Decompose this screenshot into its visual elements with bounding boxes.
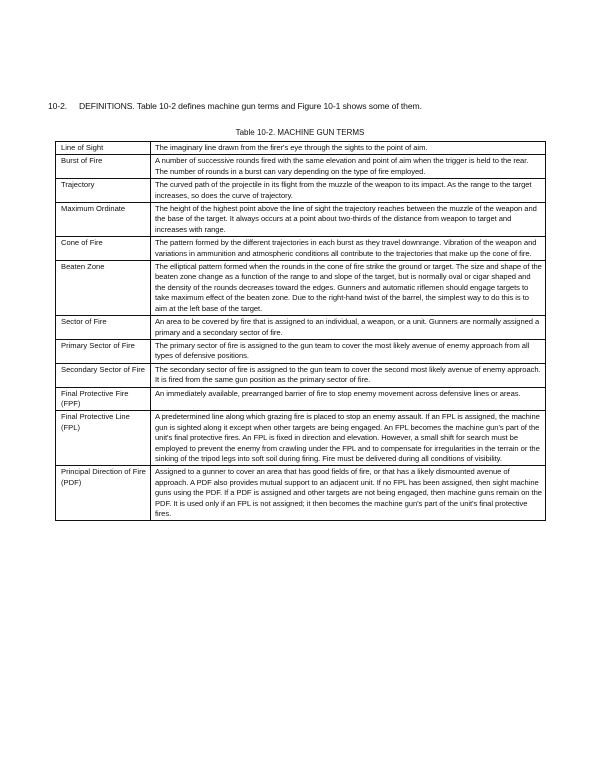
- definition-cell: The secondary sector of fire is assigned to the gun team to cover the second most likely avenue of enemy approach. It is fired from the same gun position as the primary sector of fire.: [151, 363, 546, 387]
- definition-cell: The pattern formed by the different trajectories in each burst as they travel downrange. Vibration of the weapon and variations in ammunition and atmospheric conditions all contribute to the trajectories that make up the cone of fire.: [151, 237, 546, 261]
- table-row: [56, 142, 546, 155]
- term-cell: Maximum Ordinate: [56, 203, 151, 237]
- table-row: [56, 411, 546, 466]
- table-row: [56, 179, 546, 203]
- table-row: [56, 363, 546, 387]
- machine-gun-terms-table: [55, 141, 546, 521]
- section-number: 10-2.: [48, 101, 68, 111]
- table-row: [56, 237, 546, 261]
- term-cell: Line of Sight: [56, 142, 151, 155]
- term-cell: Secondary Sector of Fire: [56, 363, 151, 387]
- definition-cell: The height of the highest point above the line of sight the trajectory reaches between the muzzle of the weapon and the base of the target. It always occurs at a point about two-thirds of the distance from weapon to target and increases with range.: [151, 203, 546, 237]
- definition-cell: A predetermined line along which grazing fire is placed to stop an enemy assault. If an FPL is assigned, the machine gun is sighted along it except when other targets are being engaged. An FPL becomes the machine gun's part of the unit's final protective fires. An FPL is fixed in direction and elevation. However, a small shift for search must be employed to prevent the enemy from crawling under the FPL and to compensate for irregularities in the terrain or the sinking of the tripod legs into soft soil during firing. Fire must be delivered during all conditions of visibility.: [151, 411, 546, 466]
- table-row: [56, 261, 546, 316]
- term-cell: Principal Direction of Fire (PDF): [56, 466, 151, 521]
- section-intro-text: DEFINITIONS. Table 10-2 defines machine gun terms and Figure 10-1 shows some of them.: [79, 101, 422, 111]
- table-row: [56, 339, 546, 363]
- table-row: [56, 387, 546, 411]
- table-row: [56, 155, 546, 179]
- definition-cell: The imaginary line drawn from the firer's eye through the sights to the point of aim.: [151, 142, 546, 155]
- table-row: [56, 203, 546, 237]
- term-cell: Sector of Fire: [56, 316, 151, 340]
- section-intro: [48, 101, 422, 111]
- term-cell: Beaten Zone: [56, 261, 151, 316]
- definition-cell: An immediately available, prearranged barrier of fire to stop enemy movement across defensive lines or areas.: [151, 387, 546, 411]
- definition-cell: A number of successive rounds fired with the same elevation and point of aim when the trigger is held to the rear. The number of rounds in a burst can vary depending on the type of fire employed.: [151, 155, 546, 179]
- term-cell: Final Protective Line (FPL): [56, 411, 151, 466]
- definition-cell: An area to be covered by fire that is assigned to an individual, a weapon, or a unit. Gunners are normally assigned a primary and a secondary sector of fire.: [151, 316, 546, 340]
- term-cell: Burst of Fire: [56, 155, 151, 179]
- definition-cell: The curved path of the projectile in its flight from the muzzle of the weapon to its impact. As the range to the target increases, so does the curve of trajectory.: [151, 179, 546, 203]
- table-row: [56, 466, 546, 521]
- table-caption: Table 10-2. MACHINE GUN TERMS: [235, 128, 365, 137]
- term-cell: Trajectory: [56, 179, 151, 203]
- table-row: [56, 316, 546, 340]
- term-cell: Final Protective Fire (FPF): [56, 387, 151, 411]
- definition-cell: The elliptical pattern formed when the rounds in the cone of fire strike the ground or target. The size and shape of the beaten zone change as a function of the range to and slope of the target, but is normally oval or cigar shaped and the density of the rounds decreases toward the edges. Gunners and automatic riflemen should engage targets to take maximum effect of the beaten zone. Due to the right-hand twist of the barrel, the simplest way to do this is to aim at the left base of the target.: [151, 261, 546, 316]
- term-cell: Primary Sector of Fire: [56, 339, 151, 363]
- term-cell: Cone of Fire: [56, 237, 151, 261]
- definition-cell: The primary sector of fire is assigned to the gun team to cover the most likely avenue of enemy approach from all types of defensive positions.: [151, 339, 546, 363]
- definition-cell: Assigned to a gunner to cover an area that has good fields of fire, or that has a likely dismounted avenue of approach. A PDF also provides mutual support to an adjacent unit. If no FPL has been assigned, then sight machine guns using the PDF. If a PDF is assigned and other targets are not being engaged, then machine guns remain on the PDF. It is used only if an FPL is not assigned; it then becomes the machine gun's part of the unit's final protective fires.: [151, 466, 546, 521]
